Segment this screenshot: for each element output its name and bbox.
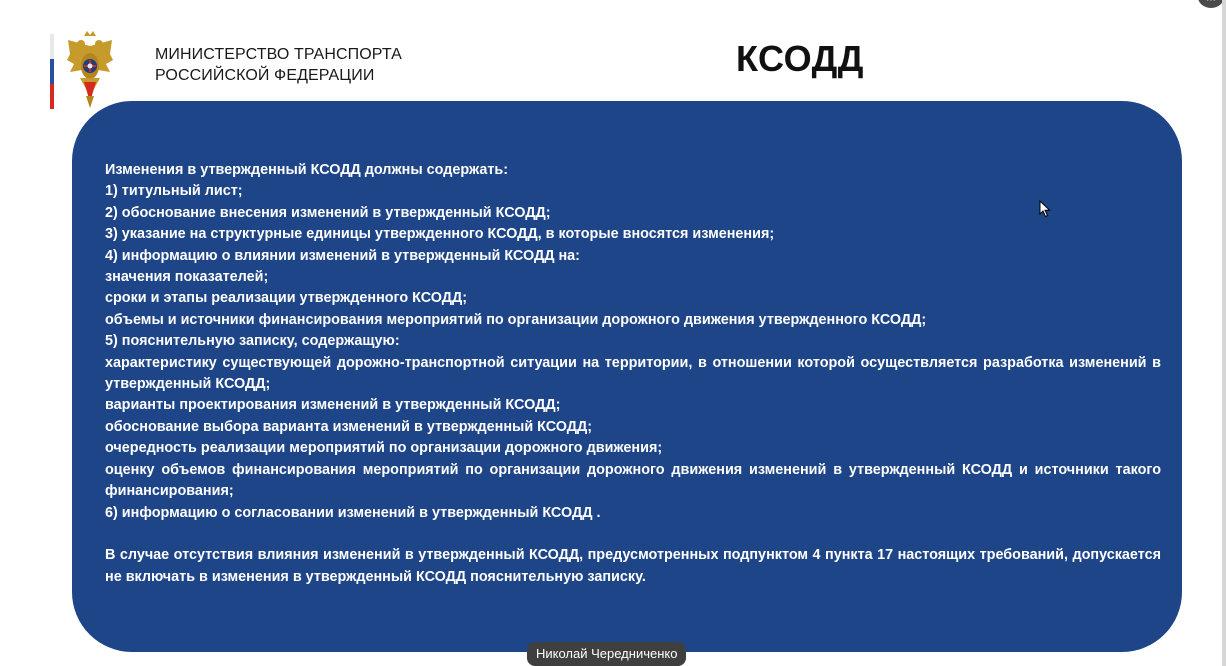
content-line: варианты проектирования изменений в утвержденный КСОДД; [105, 397, 561, 414]
paragraph-gap [105, 524, 1161, 545]
situation-paragraph: характеристику существующей дорожно-транспортной ситуации на территории, в отношении которой осуществляется разработка изменений в утвержденный КСОДД; [105, 354, 1161, 393]
content-line: 3) указание на структурные единицы утвержденного КСОДД, в которые вносятся изменения; [105, 226, 775, 243]
content-line: 4) информацию о влиянии изменений в утвержденный КСОДД на: [105, 247, 580, 264]
content-line: 1) титульный лист; [105, 183, 243, 200]
russian-flag-stripe [50, 34, 54, 110]
content-line: сроки и этапы реализации утвержденного КСОДД; [105, 290, 468, 307]
ministry-emblem-icon [66, 30, 114, 110]
window-edge [1222, 0, 1226, 666]
content-line: значения показателей; [105, 269, 269, 286]
slide-title: КСОДД [736, 38, 864, 79]
note-paragraph: В случае отсутствия влияния изменений в утвержденный КСОДД, предусмотренных подпунктом 4 пункта 17 настоящих требований, допускается не включать в изменения в утвержденный КСОДД пояснительную записку. [105, 547, 1161, 585]
content-text [105, 160, 1161, 588]
ministry-name-line2: РОССИЙСКОЙ ФЕДЕРАЦИИ [155, 67, 375, 84]
content-line: 5) пояснительную записку, содержащую: [105, 333, 400, 350]
content-line: очередность реализации мероприятий по организации дорожного движения; [105, 440, 663, 457]
content-line: обоснование выбора варианта изменений в утвержденный КСОДД; [105, 418, 593, 435]
content-line: 6) информацию о согласовании изменений в утвержденный КСОДД . [105, 504, 601, 521]
ellipsis-icon[interactable]: ⋯ [1198, 0, 1224, 8]
ministry-name [155, 44, 402, 86]
mouse-pointer-icon [1039, 200, 1051, 218]
content-line: 2) обоснование внесения изменений в утвержденный КСОДД; [105, 204, 551, 221]
ministry-name-line1: МИНИСТЕРСТВО ТРАНСПОРТА [155, 46, 402, 63]
content-line: объемы и источники финансирования мероприятий по организации дорожного движения утвержденного КСОДД; [105, 311, 927, 328]
content-line: Изменения в утвержденный КСОДД должны содержать: [105, 162, 509, 178]
speaker-name-tag: Николай Чередниченко [527, 642, 686, 666]
content-panel [72, 101, 1182, 652]
financing-paragraph: оценку объемов финансирования мероприятий по организации дорожного движения изменений в утвержденный КСОДД и источники такого финансирования; [105, 461, 1161, 500]
